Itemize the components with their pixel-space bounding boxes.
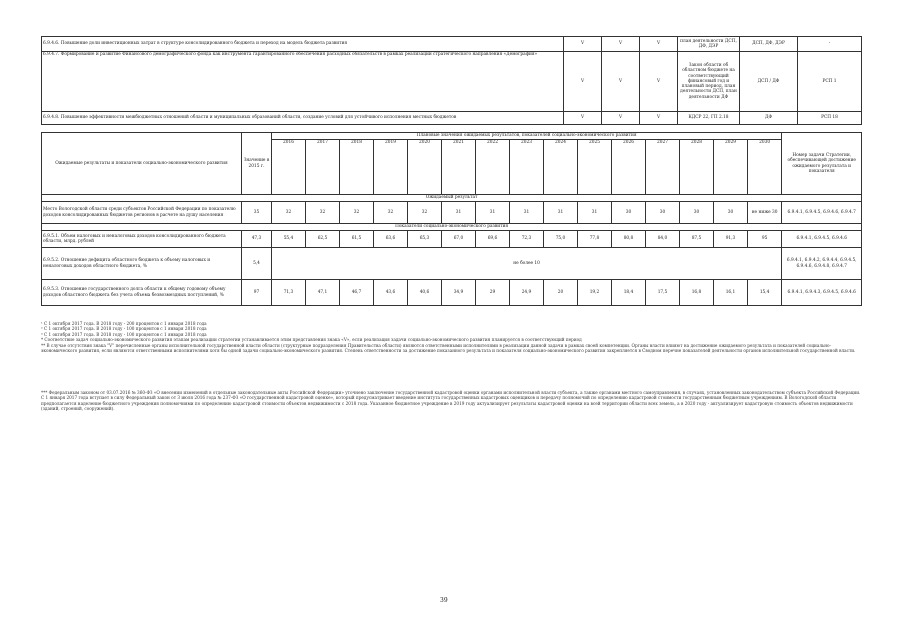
- table-row: [42, 202, 862, 224]
- indicator-name: 6.9.5.1. Объем налоговых и неналоговых доходов консолидированного бюджета области, млрд. рублей: [42, 231, 242, 248]
- merged-target-value: не более 10: [272, 248, 782, 280]
- task-numbers: 6.9.4.1, 6.9.4.5, 6.9.4.6, 6.9.4.7: [782, 202, 862, 224]
- year-value: 95: [748, 231, 782, 248]
- year-value: 31: [578, 202, 612, 224]
- year-value: 30: [612, 202, 646, 224]
- expected-results-header: Ожидаемые результаты и показатели социально-экономического развития: [42, 133, 242, 195]
- document-cell: КДСР 22, ГП 2.18: [678, 112, 740, 125]
- document-cell: план деятельности ДСП, ДФ, ДЭР: [678, 37, 740, 52]
- footnote: ¹ С 1 октября 2017 года. В 2018 году - 200 процентов с 1 января 2018 года: [41, 321, 207, 326]
- year-value: 55,4: [272, 231, 306, 248]
- year-value: не ниже 30: [748, 202, 782, 224]
- year-value: 30: [646, 202, 680, 224]
- year-value: 31: [442, 202, 476, 224]
- year-value: 43,6: [374, 280, 408, 306]
- year-value: 80,8: [612, 231, 646, 248]
- table-row: [42, 37, 862, 52]
- year-value: 61,5: [340, 231, 374, 248]
- measure-name: 6.9.4.8. Повышение эффективности межбюджетных отношений области и муниципальных образований области, создание условий для устойчивого исполнения местных бюджетов: [42, 112, 564, 125]
- header-row: [42, 133, 862, 140]
- table-row: [42, 248, 862, 280]
- table-row: [42, 112, 862, 125]
- year-value: 31: [510, 202, 544, 224]
- year-value: 87,5: [680, 231, 714, 248]
- footnote: * Соответствие задач социально-экономического развития этапам реализации стратегии устанавливается этим представления знака «V», если реализация задачи социально-экономического развития планируется в соответствующий период: [41, 337, 582, 343]
- year-value: 34,9: [442, 280, 476, 306]
- year-header: 2023: [510, 140, 544, 195]
- indicator-name: 6.9.5.3. Отношение государственного долга области к общему годовому объему доходов областного бюджета без учета объема безвозмездных поступлений, %: [42, 280, 242, 306]
- responsible-cell: ДФ: [740, 112, 798, 125]
- year-value: 32: [306, 202, 340, 224]
- year-value: 77,8: [578, 231, 612, 248]
- table-row: [42, 231, 862, 248]
- footnote: *** Федеральным законом от 03.07.2016 № 360-ФЗ «О внесении изменений в отдельные законодательные акты Российской Федерации» уточнено заключение государственной кадастровой оценки органами исполнительной власти субъекта, а также органами местного самоуправления, в случаях, установленных законодательством субъекта Российской Федерации. С 1 января 2017 года вступает в силу Федеральный закон от 3 июля 2016 года № 237-ФЗ «О государственной кадастровой оценке», который предусматривает введение института государственных кадастровых оценщиков и передачу полномочий по определению кадастровой стоимости государственным бюджетным учреждениям. В Вологодской области предполагается наделение бюджетного учреждения полномочиями по определению кадастровой стоимости объектов недвижимости с 2018 года. Указанное бюджетное учреждение в 2019 году актуализирует результаты кадастровой оценки на всей территории области всех земель, а в 2020 году - актуализирует кадастровую стоимость объектов недвижимости (зданий, строений, сооружений).: [41, 390, 861, 412]
- year-value: 46,7: [340, 280, 374, 306]
- task-number-header: Номер задачи Стратегии, обеспечивающей достижение ожидаемого результата и показателя: [782, 133, 862, 195]
- stage-mark: V: [602, 37, 640, 52]
- year-value: 32: [272, 202, 306, 224]
- year-header: 2016: [272, 140, 306, 195]
- footnote: ** В случае отсутствия знака "V" перечисленные органы исполнительной государственной власти области (структурные подразделения Правительства области) являются ответственными исполнителями в реализации данной задачи в рамках своей компетенции. Органы власти влияют на достижение ожидаемого результата и показателей социально-экономического развития, если являются ответственными исполнителями хотя бы одной задачи социально-экономического развития. Степень ответственности за достижение показанного результата и показателя социально-экономического развития закрепляется в Сводном перечне показателей деятельности органов исполнительной государственной власти.: [41, 342, 856, 354]
- year-value: 72,3: [510, 231, 544, 248]
- stage-mark: V: [602, 112, 640, 125]
- year-header: 2029: [714, 140, 748, 195]
- year-value: 30: [680, 202, 714, 224]
- section-row: [42, 224, 862, 231]
- base-value: 47,3: [242, 231, 272, 248]
- table-row: [42, 280, 862, 306]
- base-value: 97: [242, 280, 272, 306]
- year-value: 19,2: [578, 280, 612, 306]
- indicator-name: 6.9.5.2. Отношение дефицита областного бюджета к объему налоговых и неналоговых доходов областного бюджета, %: [42, 248, 242, 280]
- year-value: 32: [340, 202, 374, 224]
- year-header: 2030: [748, 140, 782, 195]
- year-value: 17,5: [646, 280, 680, 306]
- footnotes: [41, 321, 861, 353]
- year-value: 75,0: [544, 231, 578, 248]
- code-cell: РСП 1: [798, 52, 862, 112]
- year-value: 69,6: [476, 231, 510, 248]
- stage-mark: V: [564, 112, 602, 125]
- year-header: 2026: [612, 140, 646, 195]
- year-value: 63,6: [374, 231, 408, 248]
- year-header: 2018: [340, 140, 374, 195]
- year-value: 29: [476, 280, 510, 306]
- stage-mark: V: [640, 52, 678, 112]
- base-value-header: Значение в 2015 г.: [242, 133, 272, 195]
- stage-mark: V: [564, 37, 602, 52]
- indicators-table: [41, 132, 862, 306]
- year-value: 31: [544, 202, 578, 224]
- task-numbers: 6.9.4.1, 6.9.4.2, 6.9.4.4, 6.9.4.5, 6.9.4.6, 6.9.4.8, 6.9.4.7: [782, 248, 862, 280]
- measure-name: 6.9.4.6. Повышение доли инвестиционных затрат в структуре консолидированного бюджета и переход на модель бюджета развития: [42, 37, 564, 52]
- year-header: 2017: [306, 140, 340, 195]
- year-value: 67,0: [442, 231, 476, 248]
- measures-table: [41, 36, 862, 125]
- responsible-cell: ДСП / ДФ: [740, 52, 798, 112]
- page-number: 39: [440, 597, 448, 604]
- year-header: 2022: [476, 140, 510, 195]
- year-value: 71,3: [272, 280, 306, 306]
- year-value: 16,1: [714, 280, 748, 306]
- year-header: 2019: [374, 140, 408, 195]
- year-value: 16,8: [680, 280, 714, 306]
- year-header: 2025: [578, 140, 612, 195]
- year-value: 40,6: [408, 280, 442, 306]
- stage-mark: V: [564, 52, 602, 112]
- year-header: 2020: [408, 140, 442, 195]
- year-value: 32: [374, 202, 408, 224]
- stage-mark: V: [640, 112, 678, 125]
- year-header: 2021: [442, 140, 476, 195]
- section-expected-result: Ожидаемый результат: [42, 195, 862, 202]
- section-row: [42, 195, 862, 202]
- task-numbers: 6.9.4.1, 6.9.4.5, 6.9.4.6: [782, 231, 862, 248]
- year-value: 15,4: [748, 280, 782, 306]
- footnote: ³ С 1 октября 2017 года. В 2018 году - 100 процентов с 1 января 2018 года: [41, 331, 207, 337]
- document-cell: Закон области об областном бюджете на соответствующий финансовый год и плановый период, план деятельности ДСП, план деятельности ДФ: [678, 52, 740, 112]
- year-value: 18,4: [612, 280, 646, 306]
- year-value: 47,1: [306, 280, 340, 306]
- year-value: 62,5: [306, 231, 340, 248]
- year-value: 20: [544, 280, 578, 306]
- table-row: [42, 52, 862, 112]
- year-value: 65,3: [408, 231, 442, 248]
- responsible-cell: ДСП, ДФ, ДЭР: [740, 37, 798, 52]
- year-value: 31: [476, 202, 510, 224]
- targets-header: Плановые значения ожидаемых результатов, показателей социально-экономического развития: [272, 133, 782, 140]
- measure-name: 6.9.4.7. Формирование и развитие Финансового демографического фонда как инструмента гарантированного обеспечения расходных обязательств в рамках реализации стратегического направления «Демография»: [42, 52, 564, 112]
- year-value: 32: [408, 202, 442, 224]
- year-header: 2028: [680, 140, 714, 195]
- year-value: 30: [714, 202, 748, 224]
- task-numbers: 6.9.4.1, 6.9.4.3, 6.9.4.5, 6.9.4.6: [782, 280, 862, 306]
- year-value: 24,9: [510, 280, 544, 306]
- code-cell: -: [798, 37, 862, 52]
- federal-law-note: [41, 390, 861, 412]
- stage-mark: V: [640, 37, 678, 52]
- footnote: ² С 1 октября 2017 года. В 2018 году - 100 процентов с 1 января 2018 года: [41, 326, 207, 332]
- section-indicators: Показатели социально-экономического развития: [42, 224, 862, 231]
- year-value: 84,0: [646, 231, 680, 248]
- base-value: 5,4: [242, 248, 272, 280]
- stage-mark: V: [602, 52, 640, 112]
- year-header: 2024: [544, 140, 578, 195]
- code-cell: РСП 18: [798, 112, 862, 125]
- year-value: 91,3: [714, 231, 748, 248]
- indicator-name: Место Вологодской области среди субъектов Российской Федерации по показателю доходов консолидированных бюджетов регионов в расчете на душу населения: [42, 202, 242, 224]
- year-header: 2027: [646, 140, 680, 195]
- base-value: 35: [242, 202, 272, 224]
